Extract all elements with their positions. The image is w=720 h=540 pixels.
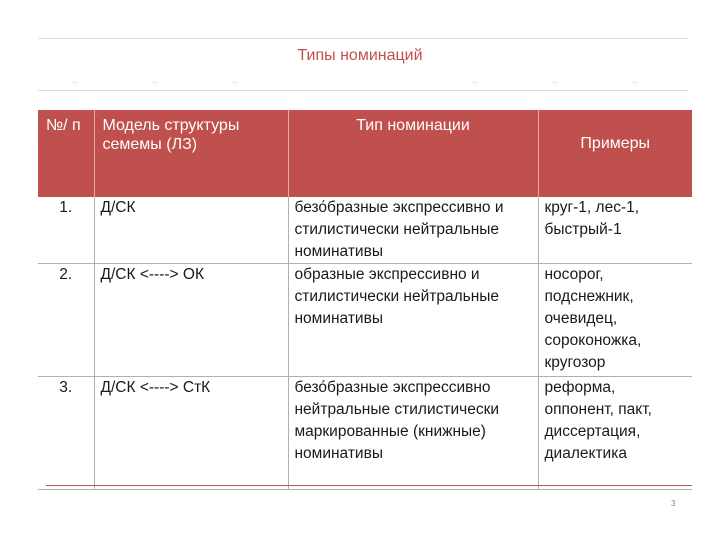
page-number: 3 [671, 499, 676, 508]
cell-model: Д/СК <----> ОК [94, 264, 288, 377]
cell-model: Д/СК [94, 197, 288, 264]
decorative-tick-mark: ⌄ [230, 73, 241, 87]
decorative-tick-mark: ⌄ [630, 73, 641, 87]
decorative-tick-mark: ⌄ [470, 73, 481, 87]
cell-examples: носорог, подснежник, очевидец, сороконожка, кругозор [538, 264, 692, 377]
cell-number: 1. [38, 197, 94, 264]
cell-type: безо́бразные экспрессивно и стилистически нейтральные номинативы [288, 197, 538, 264]
decorative-tick-mark: ⌄ [550, 73, 561, 87]
decorative-tick-mark: ⌄ [150, 73, 161, 87]
cell-examples: круг-1, лес-1, быстрый-1 [538, 197, 692, 264]
decorative-line-middle [38, 90, 688, 91]
header-model: Модель структуры семемы (ЛЗ) [94, 110, 288, 197]
table-bottom-rule [46, 485, 692, 486]
cell-number: 3. [38, 377, 94, 490]
decorative-tick-mark: ⌄ [70, 73, 81, 87]
nominations-table [38, 110, 692, 490]
header-type: Тип номинации [288, 110, 538, 197]
header-number: №/ п [38, 110, 94, 197]
header-examples: Примеры [538, 110, 692, 197]
cell-type: образные экспрессивно и стилистически нейтральные номинативы [288, 264, 538, 377]
table-header-row [38, 110, 692, 197]
cell-examples: реформа, оппонент, пакт, диссертация, диалектика [538, 377, 692, 490]
cell-number: 2. [38, 264, 94, 377]
slide-title: Типы номинаций [297, 47, 423, 64]
table-row [38, 377, 692, 490]
cell-type: безо́бразные экспрессивно нейтральные стилистически маркированные (книжные) номинативы [288, 377, 538, 490]
cell-model: Д/СК <----> СтК [94, 377, 288, 490]
table-row [38, 197, 692, 264]
table-row [38, 264, 692, 377]
decorative-line-top [38, 38, 688, 39]
